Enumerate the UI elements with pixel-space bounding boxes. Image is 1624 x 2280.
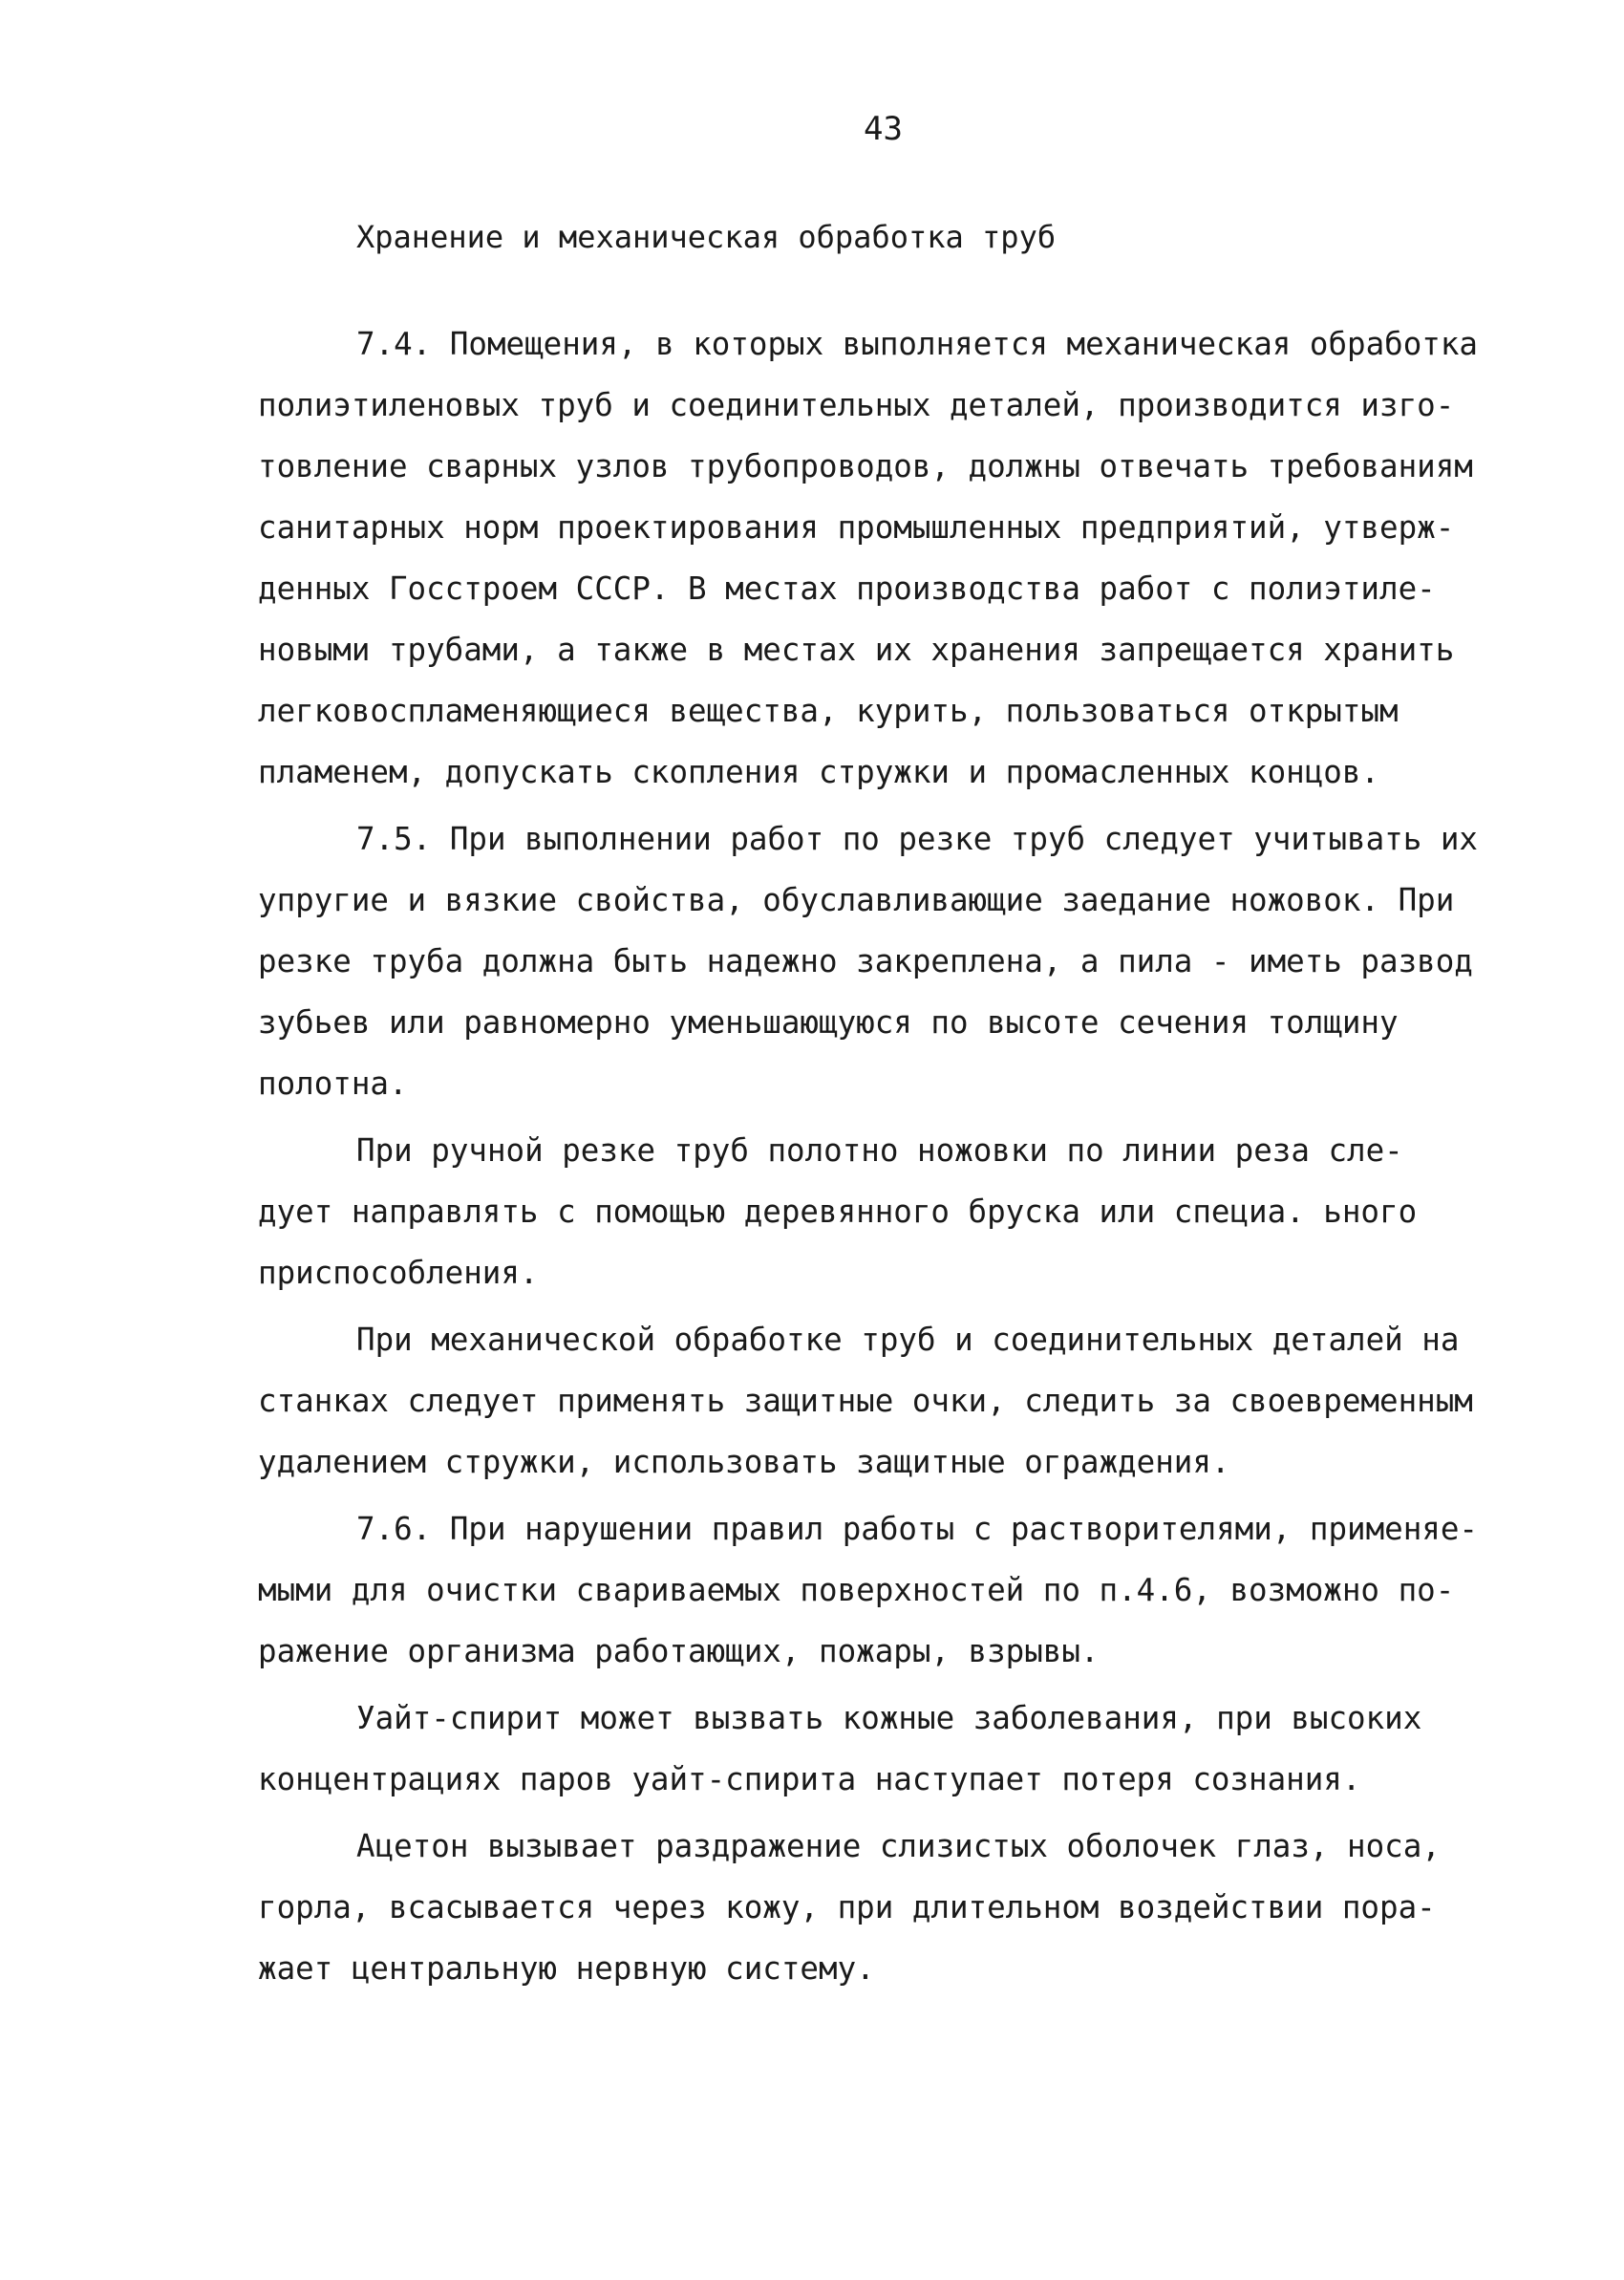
paragraph-line: станках следует применять защитные очки, следить за своевременным bbox=[258, 1383, 1473, 1419]
paragraph-line: концентрациях паров уайт-спирита наступает потеря сознания. bbox=[258, 1761, 1361, 1797]
paragraph-line: При ручной резке труб полотно ножовки по линии реза сле- bbox=[356, 1132, 1403, 1169]
paragraph-line: товление сварных узлов трубопроводов, должны отвечать требованиям bbox=[258, 448, 1473, 484]
paragraph-line: приспособления. bbox=[258, 1255, 539, 1291]
paragraph-line: легковоспламеняющиеся вещества, курить, пользоваться открытым bbox=[258, 693, 1399, 729]
paragraph-line: полиэтиленовых труб и соединительных деталей, производится изго- bbox=[258, 387, 1455, 423]
page-number: 43 bbox=[864, 110, 903, 148]
paragraph-line: мыми для очистки свариваемых поверхностей по п.4.6, возможно по- bbox=[258, 1572, 1455, 1608]
paragraph-line: санитарных норм проектирования промышленных предприятий, утверж- bbox=[258, 509, 1455, 546]
paragraph-line: зубьев или равномерно уменьшающуюся по высоте сечения толщину bbox=[258, 1004, 1399, 1041]
paragraph-line: пламенем, допускать скопления стружки и промасленных концов. bbox=[258, 754, 1379, 790]
paragraph-line: 7.5. При выполнении работ по резке труб следует учитывать их bbox=[356, 821, 1478, 857]
paragraph-line: денных Госстроем СССР. В местах производства работ с полиэтиле- bbox=[258, 570, 1436, 607]
paragraph-line: полотна. bbox=[258, 1065, 408, 1102]
paragraph-line: ражение организма работающих, пожары, взрывы. bbox=[258, 1633, 1100, 1669]
paragraph-line: 7.6. При нарушении правил работы с растворителями, применяе- bbox=[356, 1511, 1478, 1547]
paragraph-line: удалением стружки, использовать защитные ограждения. bbox=[258, 1444, 1230, 1480]
section-heading: Хранение и механическая обработка труб bbox=[356, 219, 1057, 255]
paragraph-line: упругие и вязкие свойства, обуславливающие заедание ножовок. При bbox=[258, 882, 1455, 918]
paragraph-line: 7.4. Помещения, в которых выполняется механическая обработка bbox=[356, 326, 1478, 362]
paragraph-line: жает центральную нервную систему. bbox=[258, 1950, 875, 1987]
paragraph-line: Уайт-спирит может вызвать кожные заболевания, при высоких bbox=[356, 1700, 1422, 1736]
paragraph-line: горла, всасывается через кожу, при длительном воздействии пора- bbox=[258, 1889, 1436, 1925]
paragraph-line: новыми трубами, а также в местах их хранения запрещается хранить bbox=[258, 632, 1455, 668]
paragraph-line: дует направлять с помощью деревянного бруска или специа. ьного bbox=[258, 1194, 1418, 1230]
paragraph-line: При механической обработке труб и соединительных деталей на bbox=[356, 1322, 1460, 1358]
paragraph-line: Ацетон вызывает раздражение слизистых оболочек глаз, носа, bbox=[356, 1828, 1441, 1864]
paragraph-line: резке труба должна быть надежно закреплена, а пила - иметь развод bbox=[258, 943, 1473, 979]
